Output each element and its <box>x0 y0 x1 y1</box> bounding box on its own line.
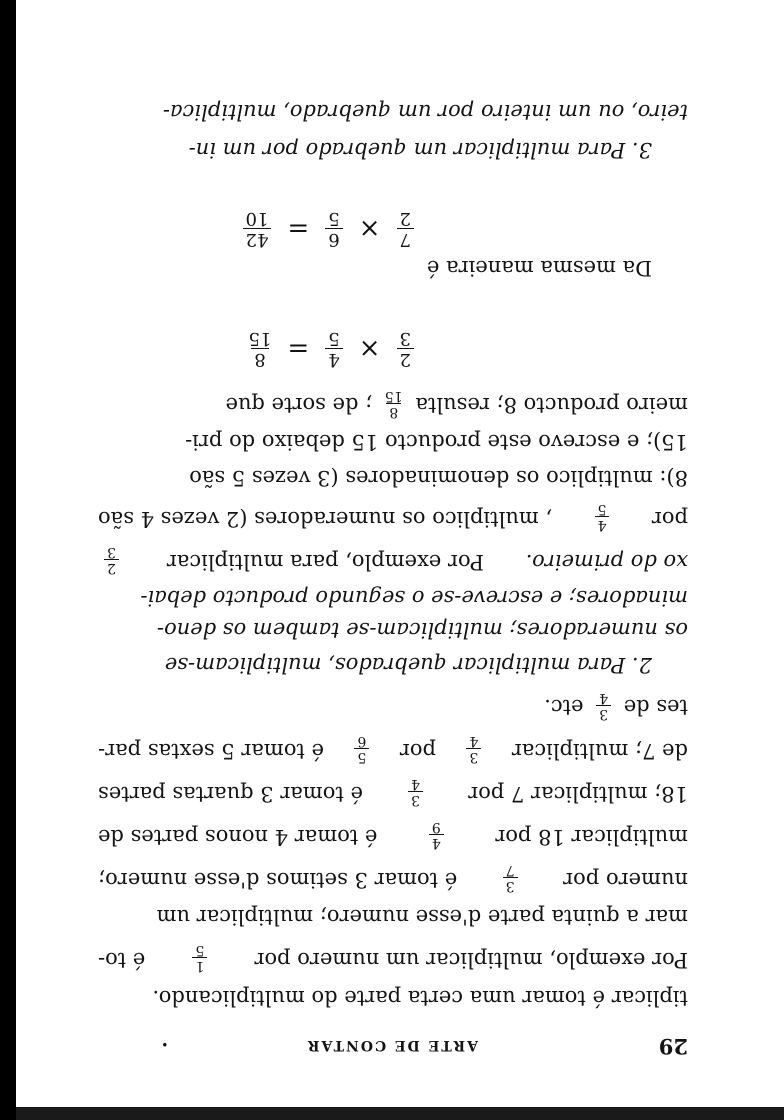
text-line <box>98 819 688 850</box>
text-line: 8): multiplico os denominadores (3 vezes 5 são <box>189 466 688 490</box>
fraction: 3 4 <box>596 690 611 721</box>
text-span: de 7; multiplicar <box>511 739 688 763</box>
text-line <box>98 501 688 532</box>
text-span: etc. <box>544 695 584 719</box>
text-span: numero por <box>563 868 688 892</box>
fraction: 3 7 <box>503 862 518 893</box>
fraction: 2 3 <box>397 328 414 369</box>
text-span: multiplicar 18 por <box>495 825 688 849</box>
fraction: 1 5 <box>192 942 207 973</box>
text-line: Da mesma maneira é <box>426 256 652 280</box>
text-span: por <box>399 739 436 763</box>
text-line <box>98 544 688 575</box>
text-line <box>98 388 688 419</box>
fraction: 3 4 <box>466 733 481 764</box>
book-page <box>16 0 764 1107</box>
fraction: 42 10 <box>243 208 272 249</box>
text-line: teiro, ou um inteiro por um quebrado, multiplica- <box>162 100 688 124</box>
fraction: 2 3 <box>104 544 119 575</box>
text-line <box>98 690 688 721</box>
text-span: é tomar 4 nonos partes de <box>98 825 378 849</box>
fraction: 4 9 <box>429 819 444 850</box>
text-span: por <box>651 507 688 531</box>
text-span: , multiplico os numeradores (2 vezes 4 são <box>98 507 553 531</box>
running-title: ARTE DE CONTAR <box>305 1037 478 1053</box>
text-line: mar a quinta parte d'esse numero; multiplicar um <box>156 905 688 929</box>
fraction: 4 5 <box>595 501 610 532</box>
equation-1 <box>239 328 424 369</box>
header-dot: • <box>161 1038 168 1049</box>
fraction: 3 4 <box>408 776 423 807</box>
text-span: 18; multiplicar 7 por <box>468 782 688 806</box>
text-line: 15); e escrevo este producto 15 debaixo do pri- <box>185 430 688 454</box>
times-sign: × <box>358 213 381 244</box>
text-line <box>98 942 688 973</box>
text-span: Por exemplo, para multiplicar <box>166 550 484 574</box>
text-line <box>98 733 688 764</box>
text-line: os numeradores; multiplicam-se tambem os deno- <box>156 618 688 642</box>
equals-sign: = <box>287 333 310 364</box>
text-line <box>98 862 688 893</box>
text-span: é tomar 5 sextas par- <box>98 739 324 763</box>
equation-2 <box>233 208 424 249</box>
text-span: Por exemplo, multiplicar um numero por <box>254 948 688 972</box>
text-span: é tomar 3 setimos d'esse numero; <box>98 868 458 892</box>
section-heading-2: 2. Para multiplicar quebrados, multiplicam-se <box>164 653 652 677</box>
text-span: tes de <box>623 695 688 719</box>
fraction: 7 2 <box>397 208 414 249</box>
fraction: 8 15 <box>384 388 403 420</box>
text-span: xo do primeiro. <box>525 550 688 574</box>
text-line <box>98 776 688 807</box>
page-number: 29 <box>658 1034 688 1059</box>
text-line: tiplicar é tomar uma certa parte do multiplicando. <box>152 986 688 1010</box>
text-span: meiro producto 8; resulta <box>415 393 688 417</box>
scan-edge-bar <box>0 1107 784 1120</box>
text-span: é tomar 3 quartas partes <box>98 782 363 806</box>
section-heading-3: 3. Para multiplicar um quebrado por um in- <box>188 138 652 162</box>
fraction: 6 5 <box>325 208 342 249</box>
times-sign: × <box>358 333 381 364</box>
text-line: minadores; e escreve-se o segundo producto debai- <box>140 586 688 610</box>
fraction: 8 15 <box>248 328 272 370</box>
scan-edge-bar-side <box>0 0 16 1120</box>
equals-sign: = <box>287 213 310 244</box>
text-span: é to- <box>98 948 146 972</box>
text-span: ; de sorte que <box>225 393 373 417</box>
fraction: 4 5 <box>325 328 342 369</box>
fraction: 5 6 <box>354 733 369 764</box>
